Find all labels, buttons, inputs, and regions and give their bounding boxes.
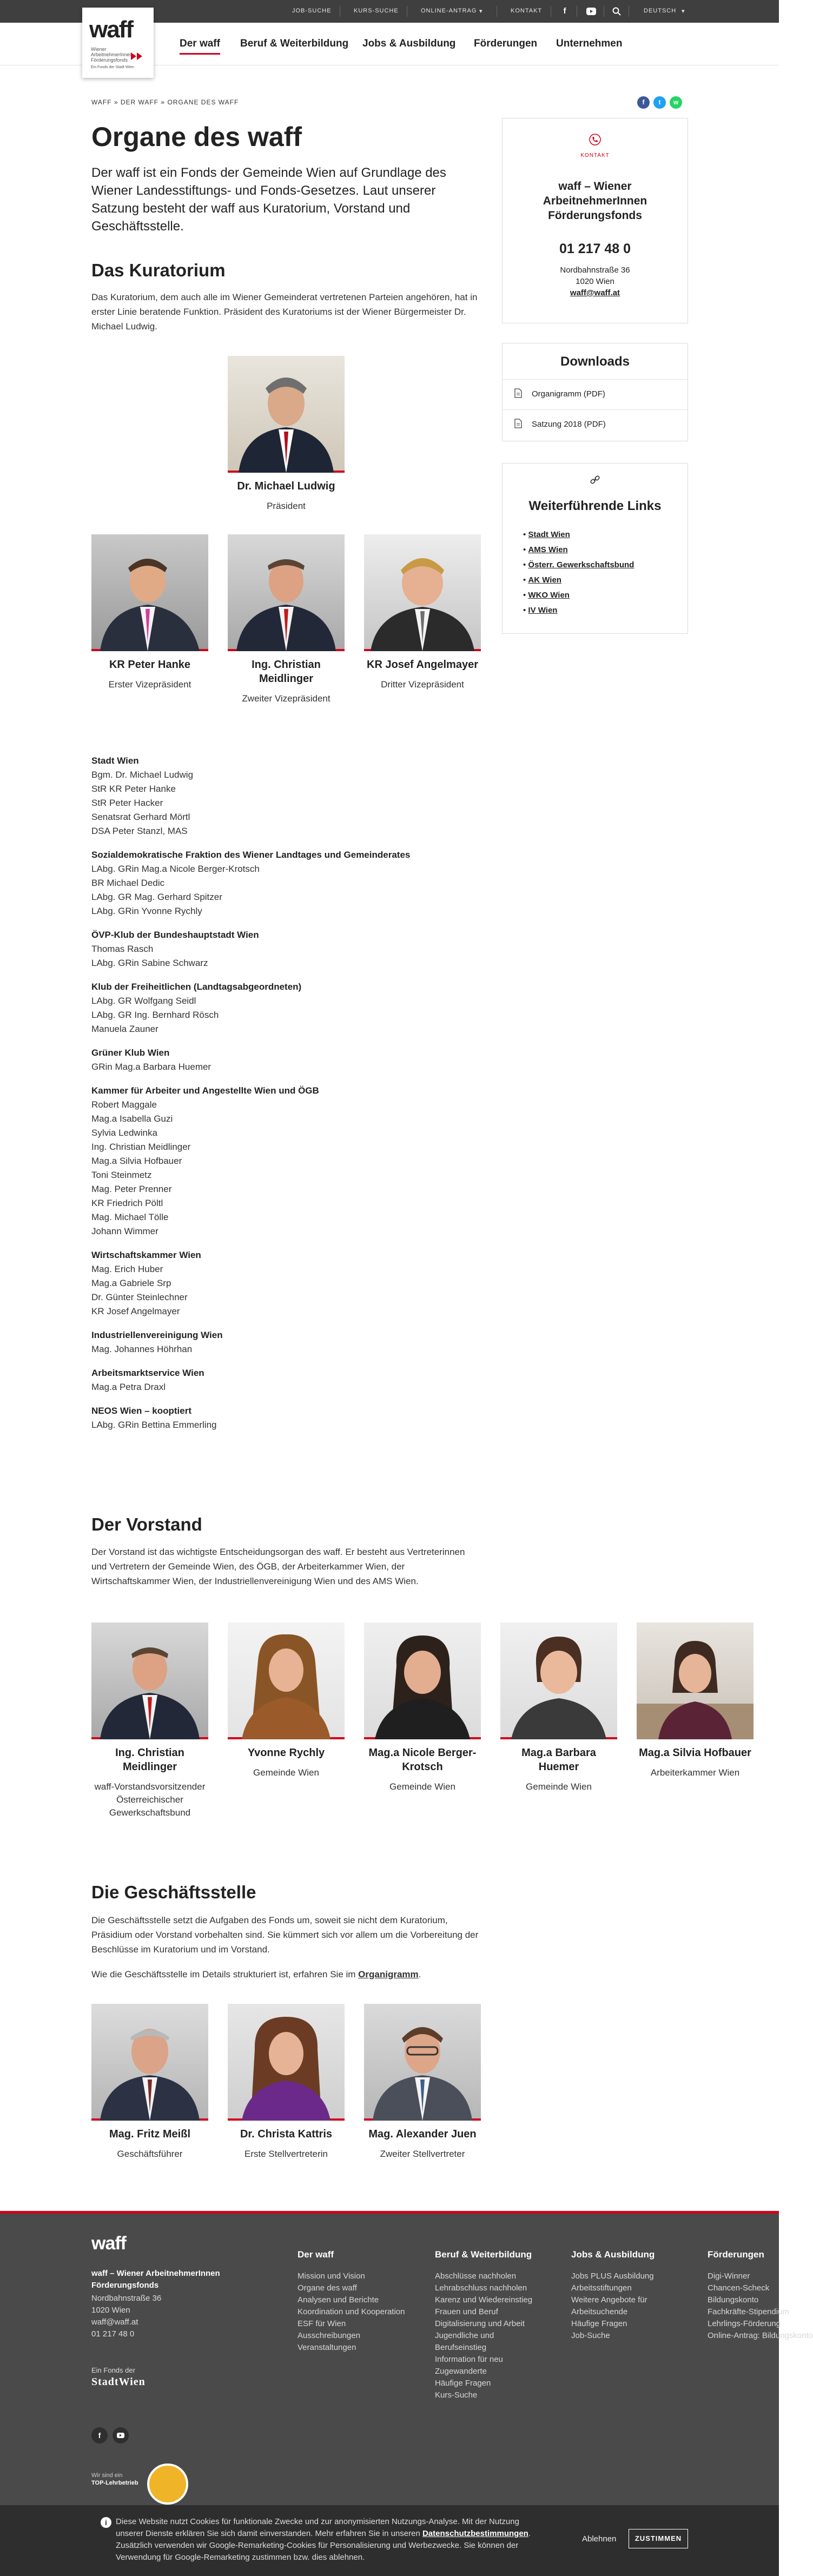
member-name: LAbg. GRin Bettina Emmerling <box>91 1420 217 1430</box>
person-role: Gemeinde Wien <box>389 1782 455 1792</box>
person-name: Ing. Christian Meidlinger <box>252 659 321 685</box>
footer-link[interactable]: ESF für Wien <box>298 2319 346 2328</box>
member-group-title: Klub der Freiheitlichen (Landtagsabgeordneten) <box>91 982 302 992</box>
member-group-title: Grüner Klub Wien <box>91 1048 170 1058</box>
member-name: Robert Maggale <box>91 1100 157 1110</box>
member-group-title: ÖVP-Klub der Bundeshauptstadt Wien <box>91 930 259 940</box>
external-link-label: WKO Wien <box>528 591 570 600</box>
phone-icon <box>503 134 688 148</box>
member-group-title: Stadt Wien <box>91 756 139 766</box>
stadt-wien-logo[interactable]: StadtWien <box>91 2376 146 2388</box>
person-name: Mag.a Silvia Hofbauer <box>639 1747 751 1759</box>
member-group-title: NEOS Wien – kooptiert <box>91 1406 191 1416</box>
organigramm-link[interactable]: Organigramm <box>358 1969 419 1979</box>
section-heading-geschaeftsstelle: Die Geschäftsstelle <box>91 1882 256 1902</box>
pdf-icon <box>514 388 522 400</box>
page-title: Organe des waff <box>91 122 302 152</box>
external-link-label: IV Wien <box>528 606 558 615</box>
member-name: Mag.a Petra Draxl <box>91 1382 166 1392</box>
member-group-title: Industriellenvereinigung Wien <box>91 1330 223 1340</box>
contact-city: 1020 Wien <box>576 277 614 286</box>
person-role: Gemeinde Wien <box>526 1782 592 1792</box>
contact-street: Nordbahnstraße 36 <box>560 266 630 275</box>
organigramm-prefix: Wie die Geschäftsstelle im Details strukturiert ist, erfahren Sie im <box>91 1969 359 1979</box>
member-group <box>91 848 481 918</box>
member-name: LAbg. GRin Yvonne Rychly <box>91 906 202 916</box>
member-group-title: Sozialdemokratische Fraktion des Wiener Landtages und Gemeinderates <box>91 850 411 860</box>
download-label: Organigramm (PDF) <box>532 389 605 399</box>
links-list <box>523 527 634 618</box>
contact-label: KONTAKT <box>580 153 610 158</box>
footer-column <box>708 2249 813 2342</box>
footer-link[interactable]: Fachkräfte-Stipendium <box>708 2307 789 2316</box>
member-name: DSA Peter Stanzl, MAS <box>91 826 188 836</box>
footer-link[interactable]: Digitalisierung und Arbeit <box>435 2319 525 2328</box>
breadcrumb[interactable]: WAFF » DER WAFF » ORGANE DES WAFF <box>91 98 239 106</box>
member-group <box>91 1046 481 1074</box>
member-group-title: Wirtschaftskammer Wien <box>91 1250 201 1260</box>
external-link-label: AMS Wien <box>528 545 568 554</box>
nav-item-jobs-ausbildung[interactable]: Jobs & Ausbildung <box>362 38 456 49</box>
member-name: Mag. Johannes Höhrhan <box>91 1344 193 1354</box>
person-card <box>228 1623 345 1779</box>
contact-org: waff – Wiener ArbeitnehmerInnen Förderungsfonds <box>543 180 647 222</box>
contact-email[interactable]: waff@waff.at <box>570 288 620 297</box>
person-role: Präsident <box>267 501 306 511</box>
topbar-link-online-antrag[interactable]: ONLINE-ANTRAG <box>421 8 477 14</box>
person-name: KR Josef Angelmayer <box>367 659 478 671</box>
vorstand-text: Der Vorstand ist das wichtigste Entscheidungsorgan des waff. Er besteht aus Vertreterinnen und Vertretern der Gemeinde Wien, des ÖGB, der Arbeiterkammer Wien, der Wirtschaftskammer Wien, der Industriellenvereinigung Wien und des AMS Wien. <box>91 1547 465 1586</box>
contact-card <box>502 118 688 323</box>
footer-link[interactable]: Analysen und Berichte <box>298 2295 379 2305</box>
facebook-icon[interactable]: f <box>563 6 566 16</box>
external-link[interactable]: • WKO Wien <box>523 591 570 600</box>
cookie-accept-button[interactable]: ZUSTIMMEN <box>629 2529 688 2548</box>
member-name: Dr. Günter Steinlechner <box>91 1292 188 1302</box>
external-link[interactable]: • Österr. Gewerkschaftsbund <box>523 560 634 569</box>
cookie-banner <box>0 2505 779 2576</box>
person-role: waff-Vorstandsvorsitzender Österreichischer Gewerkschaftsbund <box>94 1782 206 1818</box>
person-card <box>228 2004 345 2161</box>
downloads-card <box>502 343 688 441</box>
member-name: Manuela Zauner <box>91 1024 158 1034</box>
portrait-photo <box>364 1623 481 1739</box>
person-role: Zweiter Stellvertreter <box>380 2149 465 2159</box>
footer-phone[interactable]: 01 217 48 0 <box>91 2329 135 2339</box>
organigramm-suffix: . <box>418 1969 421 1979</box>
chevron-down-icon: ▾ <box>479 8 483 15</box>
facebook-icon[interactable]: f <box>91 2427 108 2443</box>
external-link[interactable]: • IV Wien <box>523 606 558 615</box>
member-name: Mag. Erich Huber <box>91 1264 163 1274</box>
person-card <box>228 534 345 705</box>
footer-link[interactable]: Information für neu Zugewanderte <box>435 2355 503 2376</box>
footer-link[interactable]: Häufige Fragen <box>571 2319 627 2328</box>
person-name: Mag. Fritz Meißl <box>109 2128 190 2140</box>
footer-link[interactable]: Digi-Winner <box>708 2272 750 2281</box>
cookie-text-a: Diese Website nutzt Cookies für funktionale Zwecke und zur anonymisierten Nutzungs-Analyse. Mit der Nutzung unserer Dienste erklären Sie sich damit einverstanden. Mehr erfahren Sie in unseren <box>116 2517 519 2538</box>
external-link[interactable]: • AMS Wien <box>523 545 568 554</box>
logo-line: ArbeitnehmerInnen <box>91 52 133 57</box>
footer-link[interactable]: Organe des waff <box>298 2283 357 2293</box>
person-card <box>91 534 208 691</box>
download-item[interactable] <box>503 379 688 409</box>
member-group <box>91 1404 481 1432</box>
person-name: Dr. Christa Kattris <box>240 2128 333 2140</box>
contact-phone[interactable]: 01 217 48 0 <box>559 241 631 256</box>
person-card <box>364 534 481 691</box>
member-name: Toni Steinmetz <box>91 1170 152 1180</box>
person-name: Mag. Alexander Juen <box>368 2128 477 2140</box>
footer-address-line: Nordbahnstraße 36 <box>91 2294 162 2303</box>
footer-link[interactable]: Online-Antrag: Bildungskonto <box>708 2331 813 2340</box>
person-role: Erste Stellvertreterin <box>244 2149 328 2159</box>
footer-link[interactable]: Frauen und Beruf <box>435 2307 498 2316</box>
member-group-title: Kammer für Arbeiter und Angestellte Wien und ÖGB <box>91 1085 319 1096</box>
member-group <box>91 754 481 838</box>
member-name: KR Josef Angelmayer <box>91 1306 180 1316</box>
footer-link[interactable]: Veranstaltungen <box>298 2343 356 2352</box>
footer-address-line: 1020 Wien <box>91 2306 130 2315</box>
member-name: LAbg. GR Ing. Bernhard Rösch <box>91 1010 219 1020</box>
section-heading-kuratorium: Das Kuratorium <box>91 260 226 280</box>
youtube-icon[interactable] <box>113 2427 129 2443</box>
logo-line: Ein Fonds der Stadt Wien <box>91 65 134 69</box>
footer-link[interactable]: Koordination und Kooperation <box>298 2307 405 2316</box>
member-name: Senatsrat Gerhard Mörtl <box>91 812 190 822</box>
topbar-link-kurs-suche[interactable]: KURS-SUCHE <box>354 8 399 14</box>
external-link[interactable]: • Stadt Wien <box>523 530 570 539</box>
member-name: LAbg. GR Wolfgang Seidl <box>91 996 196 1006</box>
cookie-decline-button[interactable]: Ablehnen <box>582 2534 617 2544</box>
external-link-label: Österr. Gewerkschaftsbund <box>528 560 634 569</box>
footer-column-title: Beruf & Weiterbildung <box>435 2249 532 2260</box>
page-lead: Der waff ist ein Fonds der Gemeinde Wien auf Grundlage des Wiener Landesstiftungs- und Fonds-Gesetzes. Laut unserer Satzung besteht der waff aus Kuratorium, Vorstand und Geschäftsstelle. <box>91 165 446 234</box>
person-card <box>228 356 345 513</box>
footer-fonds-label: Ein Fonds der <box>91 2366 135 2374</box>
footer-link[interactable]: Chancen-Scheck <box>708 2283 770 2293</box>
logo-wordmark: waff <box>89 16 133 43</box>
person-name: Mag.a Nicole Berger-Krotsch <box>368 1747 477 1773</box>
portrait-photo <box>637 1623 753 1739</box>
member-name: Ing. Christian Meidlinger <box>91 1142 191 1152</box>
footer-column-title: Jobs & Ausbildung <box>571 2249 655 2260</box>
nav-item-beruf-weiterbildung[interactable]: Beruf & Weiterbildung <box>240 38 349 49</box>
footer-column-title: Der waff <box>298 2249 334 2260</box>
badge-line: TOP-Lehrbetrieb <box>91 2480 138 2486</box>
footer-link[interactable]: Jobs PLUS Ausbildung <box>571 2272 654 2281</box>
member-name: Johann Wimmer <box>91 1226 158 1236</box>
footer-link[interactable]: Jugendliche und Berufseinstieg <box>435 2331 494 2352</box>
member-name: Mag.a Gabriele Srp <box>91 1278 171 1288</box>
footer-link[interactable]: Job-Suche <box>571 2331 610 2340</box>
member-group-title: Arbeitsmarktservice Wien <box>91 1368 204 1378</box>
language-select[interactable]: DEUTSCH <box>644 8 677 14</box>
member-name: Sylvia Ledwinka <box>91 1128 157 1138</box>
portrait-photo <box>228 2004 345 2121</box>
footer-org: waff – Wiener ArbeitnehmerInnen Förderungsfonds <box>91 2269 220 2290</box>
info-icon: i <box>101 2517 111 2528</box>
footer-link[interactable]: Mission und Vision <box>298 2272 365 2281</box>
person-role: Geschäftsführer <box>117 2149 183 2159</box>
member-group <box>91 1084 481 1239</box>
nav-item-foerderungen[interactable]: Förderungen <box>474 38 538 49</box>
member-name: StR Peter Hacker <box>91 798 163 808</box>
links-title: Weiterführende Links <box>528 499 662 513</box>
pdf-icon <box>514 419 522 431</box>
geschaeftsstelle-text: Die Geschäftsstelle setzt die Aufgaben des Fonds um, soweit sie nicht dem Kuratorium, Präsidium oder Vorstand vorbehalten sind. Sie kümmert sich vor allem um die Vorbereitung der Beschlüsse im Kuratorium und im Vorstand. <box>91 1915 479 1955</box>
facebook-share-icon[interactable]: f <box>637 96 650 109</box>
kuratorium-text: Das Kuratorium, dem auch alle im Wiener Gemeinderat vertretenen Parteien angehören, hat in erster Linie beratende Funktion. Präsident des Kuratoriums ist der Wiener Bürgermeister Dr. Michael Ludwig. <box>91 292 478 332</box>
logo-arrow-icon <box>131 52 136 60</box>
badge-line: Wir sind ein <box>91 2472 123 2479</box>
member-name: Mag.a Silvia Hofbauer <box>91 1156 182 1166</box>
footer-link[interactable]: Arbeitsstiftungen <box>571 2283 632 2293</box>
person-name: Mag.a Barbara Huemer <box>521 1747 596 1773</box>
member-group <box>91 1248 481 1319</box>
person-name: KR Peter Hanke <box>109 659 191 671</box>
member-name: LAbg. GRin Mag.a Nicole Berger-Krotsch <box>91 864 260 874</box>
person-role: Zweiter Vizepräsident <box>242 693 331 704</box>
footer-column <box>435 2249 543 2401</box>
portrait-photo <box>91 534 208 651</box>
footer-link[interactable]: Bildungskonto <box>708 2295 759 2305</box>
member-name: LAbg. GR Mag. Gerhard Spitzer <box>91 892 222 902</box>
portrait-photo <box>364 2004 481 2121</box>
topbar-link-kontakt[interactable]: KONTAKT <box>511 8 543 14</box>
links-card <box>502 463 688 634</box>
person-role: Gemeinde Wien <box>253 1767 319 1778</box>
footer-link[interactable]: Lehrlings-Förderung <box>708 2319 781 2328</box>
footer-link[interactable]: Weitere Angebote für Arbeitsuchende <box>571 2295 647 2316</box>
person-role: Arbeiterkammer Wien <box>650 1767 740 1778</box>
footer-link[interactable]: Lehrabschluss nachholen <box>435 2283 527 2293</box>
geschaeftsstelle-text-organigramm <box>91 1967 481 1982</box>
person-role: Erster Vizepräsident <box>108 679 191 690</box>
external-link-label: Stadt Wien <box>528 530 570 539</box>
privacy-policy-link[interactable]: Datenschutzbestimmungen <box>422 2529 528 2538</box>
cookie-text-b: . Zusätzlich verwenden wir Google-Remarketing-Cookies für Personalisierung und Werbezwecke. Sie können der Verwendung für Google-Remarketing zustimmen bzw. dies ablehnen. <box>116 2529 531 2562</box>
member-name: Mag. Peter Prenner <box>91 1184 172 1194</box>
footer-column <box>298 2249 406 2354</box>
footer-link[interactable]: Abschlüsse nachholen <box>435 2272 517 2281</box>
nav-item-unternehmen[interactable]: Unternehmen <box>556 38 623 49</box>
portrait-photo <box>364 534 481 651</box>
logo-arrow-icon <box>137 52 142 60</box>
member-name: StR KR Peter Hanke <box>91 784 176 794</box>
person-name: Yvonne Rychly <box>247 1747 325 1759</box>
portrait-photo <box>228 534 345 651</box>
cookie-text <box>116 2516 548 2564</box>
member-group <box>91 1328 481 1356</box>
link-icon <box>503 474 688 488</box>
person-name: Dr. Michael Ludwig <box>237 480 335 492</box>
portrait-photo <box>91 1623 208 1739</box>
member-name: Bgm. Dr. Michael Ludwig <box>91 770 194 780</box>
footer-link[interactable]: Häufige Fragen <box>435 2379 491 2388</box>
member-group <box>91 928 481 970</box>
member-name: LAbg. GRin Sabine Schwarz <box>91 958 208 968</box>
member-name: BR Michael Dedic <box>91 878 165 888</box>
member-name: GRin Mag.a Barbara Huemer <box>91 1062 211 1072</box>
whatsapp-share-icon[interactable]: w <box>670 96 682 109</box>
youtube-icon[interactable] <box>586 6 597 17</box>
top-lehrbetrieb-badge <box>147 2464 188 2505</box>
search-icon[interactable] <box>611 6 622 17</box>
person-card <box>364 2004 481 2161</box>
portrait-photo <box>228 356 345 473</box>
footer-link[interactable]: Ausschreibungen <box>298 2331 360 2340</box>
footer-email[interactable]: waff@waff.at <box>91 2317 138 2327</box>
member-name: Thomas Rasch <box>91 944 154 954</box>
footer-column <box>571 2249 679 2342</box>
person-card <box>637 1623 753 1779</box>
kuratorium-members-list <box>91 754 481 1442</box>
topbar-link-job-suche[interactable]: JOB-SUCHE <box>292 8 332 14</box>
logo[interactable] <box>82 8 154 78</box>
member-name: Mag.a Isabella Guzi <box>91 1114 173 1124</box>
person-card <box>91 2004 208 2161</box>
member-group <box>91 980 481 1036</box>
footer-link[interactable]: Kurs-Suche <box>435 2390 478 2400</box>
external-link[interactable]: • AK Wien <box>523 575 561 585</box>
person-card <box>91 1623 208 1819</box>
chevron-down-icon: ▾ <box>682 8 685 15</box>
person-card <box>500 1623 617 1793</box>
person-role: Dritter Vizepräsident <box>381 679 464 690</box>
downloads-title: Downloads <box>560 354 630 369</box>
footer-logo[interactable]: waff <box>91 2233 126 2254</box>
portrait-photo <box>91 2004 208 2121</box>
logo-line: Förderungsfonds <box>91 57 128 63</box>
member-name: KR Friedrich Pöltl <box>91 1198 163 1208</box>
footer-link[interactable]: Karenz und Wiedereinstieg <box>435 2295 533 2305</box>
external-link-label: AK Wien <box>528 575 561 585</box>
nav-item-der-waff[interactable]: Der waff <box>180 38 220 55</box>
footer-column-title: Förderungen <box>708 2249 764 2260</box>
logo-line: Wiener <box>91 47 107 52</box>
download-label: Satzung 2018 (PDF) <box>532 420 606 429</box>
person-card <box>364 1623 481 1793</box>
portrait-photo <box>228 1623 345 1739</box>
footer-address <box>91 2293 161 2340</box>
member-group <box>91 1366 481 1394</box>
section-heading-vorstand: Der Vorstand <box>91 1514 202 1534</box>
member-name: Mag. Michael Tölle <box>91 1212 169 1222</box>
twitter-share-icon[interactable]: t <box>653 96 666 109</box>
person-name: Ing. Christian Meidlinger <box>115 1747 184 1773</box>
portrait-photo <box>500 1623 617 1739</box>
download-item[interactable] <box>503 409 688 441</box>
